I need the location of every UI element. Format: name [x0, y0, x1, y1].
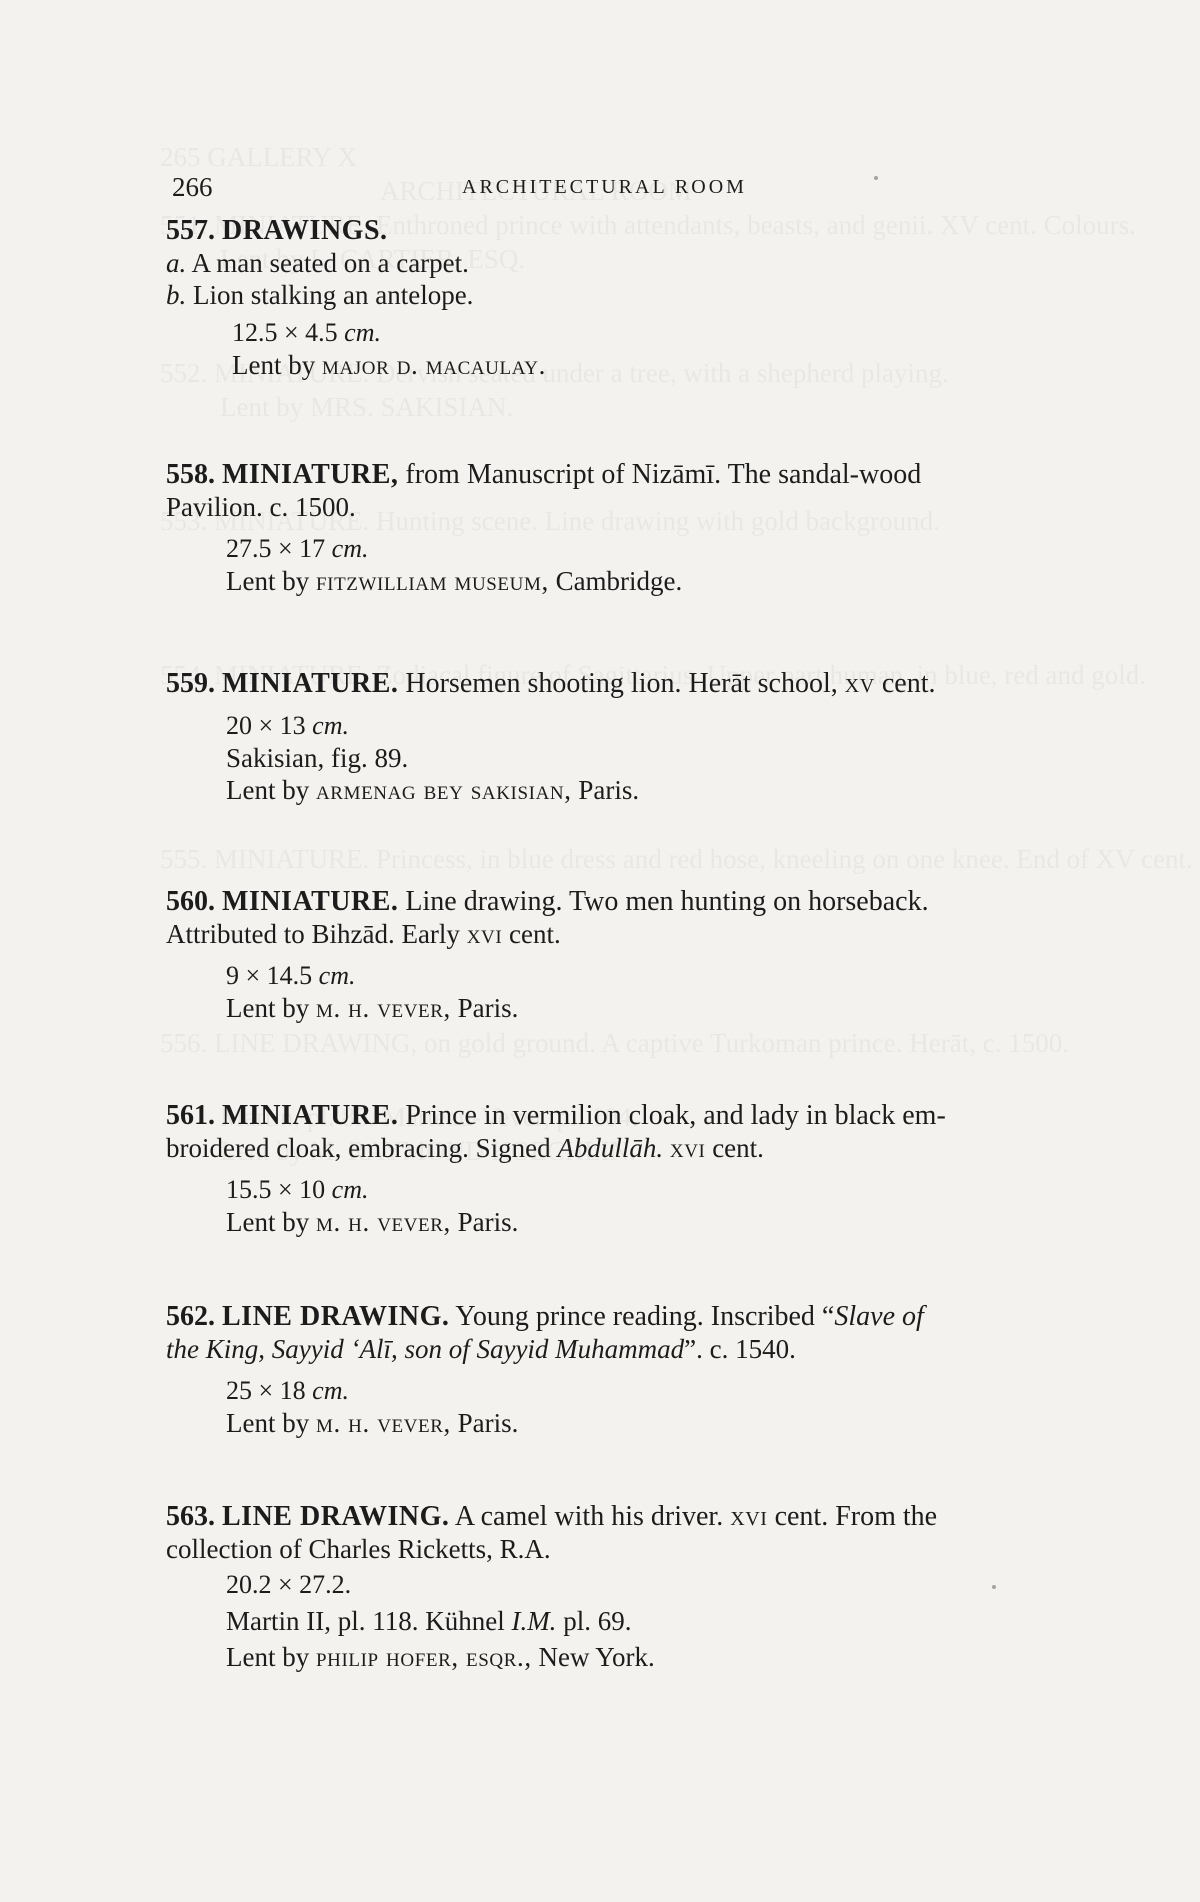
entry-description: Prince in vermilion cloak, and lady in black em- — [405, 1100, 946, 1131]
item-letter: a. — [166, 248, 187, 278]
dimensions-unit: cm. — [312, 1376, 349, 1405]
entry-description-end: cent. — [881, 668, 936, 699]
lender-prefix: Lent by — [226, 1207, 310, 1237]
catalogue-entry — [166, 1100, 1086, 1238]
catalogue-entry — [166, 215, 1086, 381]
entry-lender — [226, 1407, 1086, 1439]
description-end: cent. — [509, 919, 561, 949]
lender-name: major d. macaulay. — [321, 350, 546, 380]
entry-lender — [226, 992, 1086, 1024]
section-title: ARCHITECTURAL ROOM — [462, 176, 747, 198]
dimensions-value: 20.2 × 27.2. — [226, 1570, 352, 1599]
lender-name: armenag bey sakisian, — [315, 775, 572, 805]
lender-name: m. h. vever, — [315, 1408, 451, 1438]
lender-place: Paris. — [457, 1207, 519, 1237]
entry-heading — [166, 1100, 1086, 1132]
dimensions-unit: cm. — [331, 534, 369, 563]
item-letter: b. — [166, 280, 187, 310]
entry-description: A camel with his driver. — [454, 1501, 724, 1532]
century-numeral: xvi — [730, 1501, 768, 1532]
dimensions-value: 9 × 14.5 — [226, 961, 313, 990]
lender-prefix: Lent by — [226, 1408, 310, 1438]
lender-place: Paris. — [578, 775, 640, 805]
entry-lender — [226, 774, 1086, 806]
entry-number: 562. — [166, 1301, 215, 1332]
entry-description-continued: Pavilion. c. 1500. — [166, 492, 356, 522]
entry-number: 560. — [166, 886, 215, 917]
item-text: Lion stalking an antelope. — [193, 280, 474, 310]
lender-place: Cambridge. — [555, 566, 683, 596]
show-through-line — [160, 140, 1100, 174]
reference-italic: I.M. — [511, 1606, 557, 1636]
century-numeral: xv — [844, 668, 875, 699]
entry-number: 558. — [166, 459, 215, 490]
lender-prefix: Lent by — [226, 993, 310, 1023]
catalogue-entry — [166, 459, 1086, 597]
entry-number: 561. — [166, 1100, 215, 1131]
show-through-line — [160, 1026, 1100, 1060]
lender-place: New York. — [538, 1642, 655, 1672]
entry-lender — [232, 349, 1086, 381]
dimensions-value: 15.5 × 10 — [226, 1175, 326, 1204]
entry-description-continued — [166, 918, 1086, 950]
entry-dimensions — [226, 1174, 1086, 1206]
entry-description-end: cent. From the — [774, 1501, 938, 1532]
entry-dimensions — [226, 533, 1086, 565]
entry-heading — [166, 1501, 1086, 1533]
item-text: A man seated on a carpet. — [191, 248, 469, 278]
entry-dimensions — [226, 710, 1086, 742]
description-end: ”. c. 1540. — [684, 1334, 796, 1364]
entry-reference — [226, 1605, 1086, 1637]
entry-dimensions — [226, 1375, 1086, 1407]
inscription-text: the King, Sayyid ‘Alī, son of Sayyid Muhammad — [166, 1334, 685, 1364]
show-through-line — [220, 390, 1100, 424]
dimensions-unit: cm. — [312, 711, 349, 740]
lender-name: fitzwilliam museum, — [315, 566, 549, 596]
entry-description: Horsemen shooting lion. Herāt school, — [405, 668, 838, 699]
entry-heading — [166, 886, 1086, 918]
entry-label: MINIATURE. — [222, 668, 399, 699]
entry-label: DRAWINGS. — [222, 215, 388, 246]
entry-lender — [226, 1641, 1086, 1673]
entry-description-continued — [166, 1132, 1086, 1164]
entry-item — [166, 279, 1086, 311]
entry-heading — [166, 459, 1086, 491]
century-numeral: xvi — [669, 1133, 706, 1163]
description-text: Attributed to Bihzād. Early — [166, 919, 460, 949]
entry-number: 559. — [166, 668, 215, 699]
entry-dimensions — [226, 1569, 1086, 1601]
entry-label: LINE DRAWING. — [222, 1301, 450, 1332]
dimensions-value: 12.5 × 4.5 — [232, 318, 338, 347]
description-text: broidered cloak, embracing. Signed — [166, 1133, 551, 1163]
lender-prefix: Lent by — [226, 775, 310, 805]
show-through-line — [160, 842, 1100, 876]
dimensions-value: 20 × 13 — [226, 711, 306, 740]
catalogue-entry — [166, 886, 1086, 1024]
entry-label: LINE DRAWING. — [222, 1501, 450, 1532]
entry-description: Line drawing. Two men hunting on horseback. — [405, 886, 929, 917]
entry-dimensions — [232, 317, 1086, 349]
entry-description: from Manuscript of Nizāmī. The sandal-wood — [405, 459, 922, 490]
lender-prefix: Lent by — [226, 566, 310, 596]
entry-description-continued: collection of Charles Ricketts, R.A. — [166, 1534, 551, 1564]
entry-label: MINIATURE. — [222, 1100, 399, 1131]
running-head — [172, 172, 1082, 206]
entry-number: 557. — [166, 215, 215, 246]
entry-label: MINIATURE. — [222, 886, 399, 917]
entry-lender — [226, 1206, 1086, 1238]
entry-reference: Sakisian, fig. 89. — [226, 743, 409, 773]
entry-dimensions — [226, 960, 1086, 992]
catalogue-entry — [166, 1501, 1086, 1673]
entry-description-continued — [166, 1333, 1086, 1365]
reference-end: pl. 69. — [563, 1606, 632, 1636]
entry-lender — [226, 565, 1086, 597]
catalogue-entry — [166, 668, 1086, 806]
dimensions-value: 27.5 × 17 — [226, 534, 326, 563]
entry-heading — [166, 215, 1086, 247]
dimensions-unit: cm. — [331, 1175, 369, 1204]
lender-name: philip hofer, esqr., — [315, 1642, 532, 1672]
lender-prefix: Lent by — [232, 350, 316, 380]
entry-number: 563. — [166, 1501, 215, 1532]
dimensions-value: 25 × 18 — [226, 1376, 306, 1405]
entry-item — [166, 247, 1086, 279]
signature-name: Abdullāh. — [557, 1133, 664, 1163]
entry-heading — [166, 668, 1086, 700]
lender-place: Paris. — [457, 1408, 519, 1438]
description-end: cent. — [712, 1133, 764, 1163]
page-number: 266 — [172, 172, 213, 202]
lender-name: m. h. vever, — [315, 993, 451, 1023]
lender-prefix: Lent by — [226, 1642, 310, 1672]
ink-speck — [874, 176, 878, 180]
entry-heading — [166, 1301, 1086, 1333]
catalogue-entry — [166, 1301, 1086, 1439]
reference-text: Martin II, pl. 118. Kühnel — [226, 1606, 505, 1636]
ink-speck — [992, 1585, 996, 1589]
lender-name: m. h. vever, — [315, 1207, 451, 1237]
dimensions-unit: cm. — [318, 961, 356, 990]
dimensions-unit: cm. — [344, 318, 381, 347]
entry-description: Young prince reading. Inscribed “ — [455, 1301, 835, 1332]
century-numeral: xvi — [466, 919, 503, 949]
entry-label: MINIATURE, — [222, 459, 399, 490]
inscription-text: Slave of — [834, 1301, 924, 1332]
lender-place: Paris. — [457, 993, 519, 1023]
